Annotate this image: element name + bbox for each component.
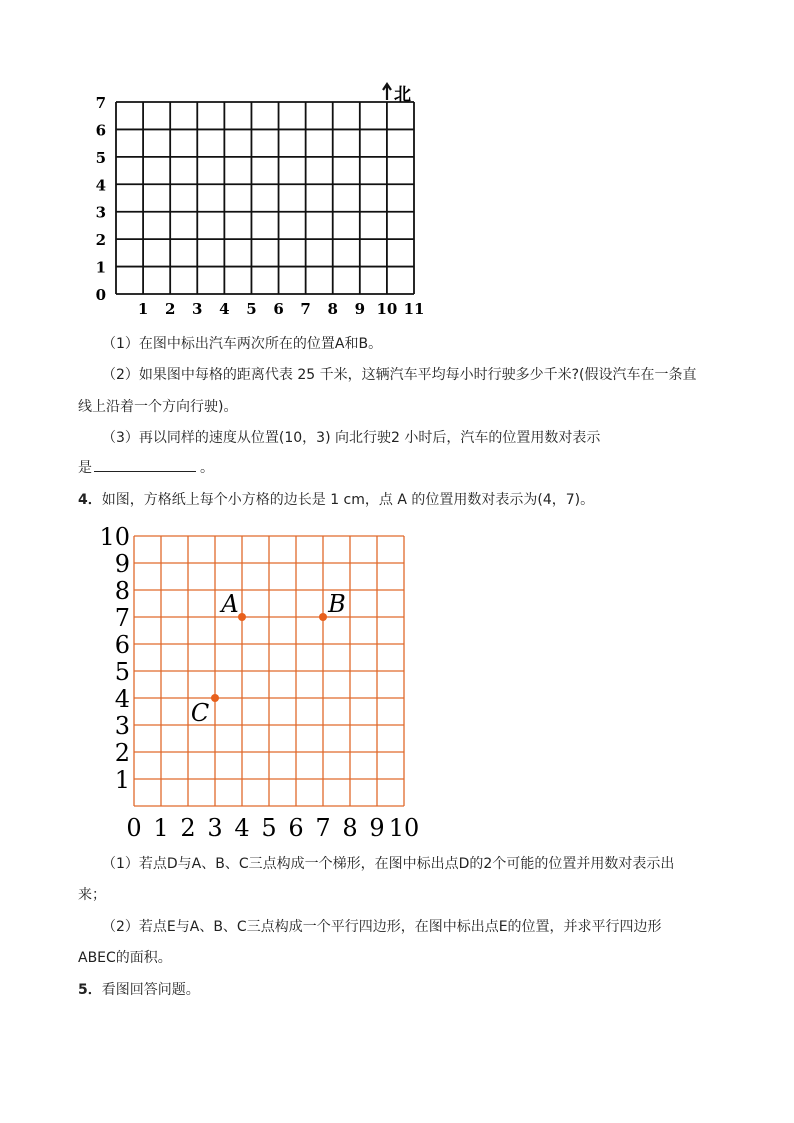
north-arrow-icon bbox=[383, 84, 391, 100]
q5-stem: 看图回答问题。 bbox=[101, 982, 200, 998]
north-label: 北 bbox=[394, 85, 411, 105]
point-c bbox=[211, 694, 219, 702]
q4-stem: 如图，方格纸上每个小方格的边长是 1 cm，点 A 的位置用数对表示为(4，7)。 bbox=[101, 492, 595, 508]
grid2-y-tick-label: 10 bbox=[99, 523, 130, 551]
grid2-lines bbox=[134, 536, 404, 806]
grid2-x-tick-label: 6 bbox=[288, 814, 304, 840]
point-a bbox=[238, 613, 246, 621]
grid2-x-tick-label: 4 bbox=[234, 814, 250, 840]
grid1-x-tick-label: 2 bbox=[164, 300, 176, 318]
point-b bbox=[319, 613, 327, 621]
grid1-x-tick-label: 9 bbox=[354, 300, 366, 318]
grid2-x-tick-label: 5 bbox=[261, 814, 277, 840]
car-position-grid bbox=[90, 80, 430, 320]
grid1-y-labels bbox=[96, 94, 106, 304]
grid2-y-labels bbox=[99, 523, 130, 794]
grid1-x-tick-label: 11 bbox=[403, 300, 425, 318]
grid1-x-tick-label: 7 bbox=[300, 300, 311, 318]
q4-part2-line1: （2）若点E与A、B、C三点构成一个平行四边形，在图中标出点E的位置，并求平行四边形 bbox=[102, 919, 662, 935]
answer-blank[interactable] bbox=[94, 457, 196, 472]
grid2-y-tick-label: 5 bbox=[114, 658, 130, 686]
grid2-x-labels bbox=[126, 814, 419, 840]
q4-number: 4． bbox=[78, 492, 102, 508]
grid1-y-tick-label: 6 bbox=[95, 121, 106, 140]
grid2-x-tick-label: 2 bbox=[180, 814, 196, 840]
grid1-x-tick-label: 10 bbox=[376, 300, 398, 318]
coordinate-grid bbox=[95, 520, 435, 840]
grid1-x-tick-label: 4 bbox=[219, 300, 230, 318]
grid1-y-tick-label: 5 bbox=[95, 148, 106, 167]
q3-part2-line2: 线上沿着一个方向行驶)。 bbox=[78, 399, 238, 415]
grid2-y-tick-label: 8 bbox=[114, 577, 130, 605]
grid2-y-tick-label: 3 bbox=[114, 712, 130, 740]
q3-part3-line2 bbox=[78, 457, 214, 477]
q5-number: 5． bbox=[78, 982, 102, 998]
grid1-y-tick-label: 4 bbox=[95, 176, 106, 195]
grid1-y-tick-label: 1 bbox=[95, 258, 106, 277]
q4-part2-line2: ABEC的面积。 bbox=[78, 950, 172, 966]
grid2-y-tick-label: 9 bbox=[114, 550, 130, 578]
grid2-y-tick-label: 6 bbox=[114, 631, 130, 659]
q3-part3-suffix: 。 bbox=[200, 460, 214, 476]
grid2-x-tick-label: 10 bbox=[388, 814, 420, 840]
q4-part1-line1: （1）若点D与A、B、C三点构成一个梯形，在图中标出点D的2个可能的位置并用数对表示出 bbox=[102, 856, 675, 872]
point-label-b: B bbox=[328, 590, 346, 618]
q3-part3-line1: （3）再以同样的速度从位置(10，3) 向北行驶2 小时后，汽车的位置用数对表示 bbox=[102, 430, 601, 446]
q4-part1-line2: 来； bbox=[78, 887, 106, 903]
grid2-y-tick-label: 4 bbox=[114, 685, 130, 713]
grid1-x-tick-label: 5 bbox=[246, 300, 257, 318]
q4-stem-line bbox=[78, 489, 594, 509]
grid2-x-tick-label: 0 bbox=[126, 814, 142, 840]
grid2-x-tick-label: 3 bbox=[207, 814, 223, 840]
grid2-x-tick-label: 8 bbox=[342, 814, 358, 840]
grid2-y-tick-label: 7 bbox=[114, 604, 130, 632]
point-label-a: A bbox=[221, 590, 239, 618]
grid2-x-tick-label: 9 bbox=[369, 814, 385, 840]
grid2-x-tick-label: 7 bbox=[315, 814, 331, 840]
q3-part3-prefix: 是 bbox=[78, 460, 92, 476]
point-label-c: C bbox=[190, 699, 210, 727]
grid1-y-tick-label: 3 bbox=[95, 203, 106, 222]
grid1-x-tick-label: 8 bbox=[327, 300, 338, 318]
q3-part1: （1）在图中标出汽车两次所在的位置A和B。 bbox=[102, 336, 383, 352]
grid1-y-tick-label: 0 bbox=[95, 286, 106, 304]
grid2-y-tick-label: 2 bbox=[114, 739, 130, 767]
grid1-x-tick-label: 6 bbox=[273, 300, 284, 318]
grid1-y-tick-label: 2 bbox=[95, 231, 106, 250]
grid2-y-tick-label: 1 bbox=[114, 766, 130, 794]
q5-stem-line bbox=[78, 979, 200, 999]
q3-part2-line1: （2）如果图中每格的距离代表 25 千米，这辆汽车平均每小时行驶多少千米?(假设汽车在一条直 bbox=[102, 367, 697, 383]
grid1-y-tick-label: 7 bbox=[95, 94, 106, 112]
grid1-x-tick-label: 3 bbox=[192, 300, 203, 318]
grid2-x-tick-label: 1 bbox=[153, 814, 169, 840]
grid1-lines bbox=[116, 102, 414, 294]
grid1-x-labels bbox=[138, 300, 425, 318]
grid1-x-tick-label: 1 bbox=[137, 300, 149, 318]
